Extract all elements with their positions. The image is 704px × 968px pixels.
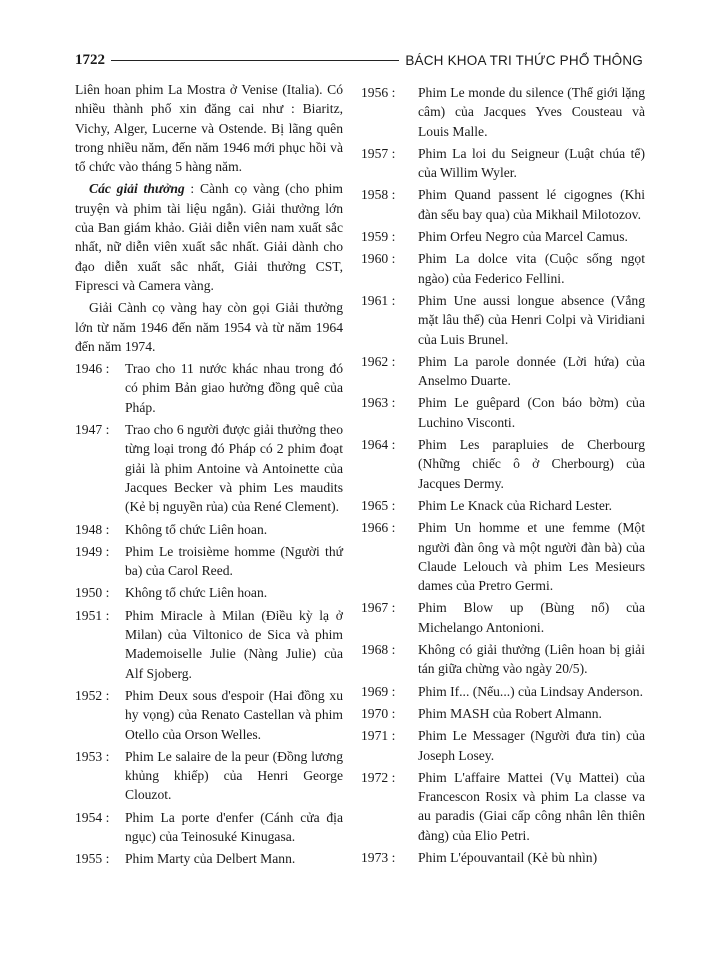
year-entry	[361, 496, 645, 515]
entry-year: 1965 :	[361, 497, 396, 513]
entry-year: 1946 :	[75, 361, 110, 377]
page-header	[75, 50, 643, 70]
year-entry	[75, 808, 343, 847]
year-entry	[361, 249, 645, 288]
year-entry	[361, 227, 645, 246]
year-entry	[75, 520, 343, 539]
book-title: BÁCH KHOA TRI THỨC PHỔ THÔNG	[405, 52, 643, 68]
entry-text: Phim Le monde du silence (Thế giới lặng câm) của Jacques Yves Cousteau và Louis Malle.	[418, 85, 645, 139]
entry-year: 1964 :	[361, 437, 396, 453]
entry-text: Phim Deux sous d'espoir (Hai đồng xu hy vọng) của Renato Castellan và phim Otello của Orson Welles.	[125, 687, 343, 742]
right-column	[361, 80, 645, 867]
year-entry	[361, 726, 645, 765]
entry-text: Trao cho 6 người được giải thưởng theo từng loại trong đó Pháp có 2 phim đoạt giải là phim Antoine và Antoinette của Jacques Becker và phim Les maudits (Kẻ bị nguyền rủa) của René Clement).	[125, 422, 343, 515]
year-entry	[361, 518, 645, 595]
year-entry	[361, 768, 645, 845]
year-entry	[75, 747, 343, 805]
entry-text: Phim Une aussi longue absence (Vắng mặt lâu thế) của Henri Colpi và Viridiani của Luis Brunel.	[418, 292, 645, 347]
year-entry	[75, 606, 343, 683]
left-column	[75, 80, 343, 869]
entry-year: 1957 :	[361, 145, 396, 161]
entry-year: 1973 :	[361, 849, 396, 865]
prizes-title: Các giải thưởng	[89, 181, 185, 197]
year-entry	[361, 144, 645, 183]
year-entry	[361, 682, 645, 701]
year-entry	[361, 352, 645, 391]
entry-year: 1947 :	[75, 422, 110, 438]
entry-year: 1960 :	[361, 251, 396, 267]
palm-note-paragraph: Giải Cành cọ vàng hay còn gọi Giải thưởng lớn từ năm 1946 đến năm 1954 và từ năm 1964 đến năm 1974.	[75, 300, 343, 354]
entry-year: 1958 :	[361, 187, 396, 203]
year-entry	[75, 849, 343, 868]
entry-year: 1966 :	[361, 520, 396, 536]
entry-year: 1972 :	[361, 769, 396, 785]
entry-text: Phim La porte d'enfer (Cánh cửa địa ngục) của Teinosuké Kinugasa.	[125, 809, 343, 844]
year-entry	[361, 393, 645, 432]
entry-text: Phim Le guêpard (Con báo bờm) của Luchino Visconti.	[418, 395, 645, 430]
entry-text: Phim Un homme et une femme (Một người đàn ông và một người đàn bà) của Claude Lelouch và phim Les Mesieurs dames của Pretro Germi.	[418, 520, 645, 594]
entry-text: Không tổ chức Liên hoan.	[125, 585, 268, 601]
year-entry	[361, 598, 645, 637]
year-entry	[75, 583, 343, 602]
entry-text: Phim L'épouvantail (Kẻ bù nhìn)	[418, 849, 598, 865]
entry-text: Phim Miracle à Milan (Điều kỳ lạ ở Milan) của Viltonico de Sica và phim Mademoiselle Julie (Nàng Julie) của Alf Sjoberg.	[125, 607, 343, 681]
entry-year: 1968 :	[361, 642, 396, 658]
intro-paragraph: Liên hoan phim La Mostra ở Venise (Italia). Có nhiều thành phố xin đăng cai như : Biaritz, Vichy, Alger, Lucerne và Ostende. Bị lãng quên trong nhiều năm, đến năm 1946 mới phục hồi và tổ chức vào tháng 5 hàng năm.	[75, 82, 343, 175]
entry-year: 1952 :	[75, 687, 110, 703]
entry-text: Phim Le troisième homme (Người thứ ba) của Carol Reed.	[125, 543, 343, 579]
entry-text: Phim L'affaire Mattei (Vụ Mattei) của Francescon Rosix và phim La classe va au paradis (Giai cấp công nhân lên thiên đàng) của Elio Petri.	[418, 769, 645, 843]
year-entry	[361, 185, 645, 224]
prizes-text: : Cành cọ vàng (cho phim truyện và phim tài liệu ngắn). Giải thưởng lớn của Ban giám khảo. Giải diễn viên nam xuất sắc nhất, nữ diễn viên xuất sắc nhất. Giải dành cho đạo diễn xuất sắc nhất, Giải thưởng CST, Fipresci và Camera vàng.	[75, 181, 343, 293]
entry-year: 1970 :	[361, 705, 396, 721]
entry-year: 1959 :	[361, 229, 396, 245]
entry-text: Phim Blow up (Bùng nổ) của Michelango Antonioni.	[418, 600, 645, 635]
entry-year: 1950 :	[75, 585, 110, 601]
header-rule	[111, 60, 399, 61]
entry-text: Phim Le Knack của Richard Lester.	[418, 497, 613, 513]
entry-year: 1969 :	[361, 683, 396, 699]
entry-text: Trao cho 11 nước khác nhau trong đó có phim Bản giao hưởng đồng quê của Pháp.	[125, 361, 343, 415]
entry-text: Không có giải thưởng (Liên hoan bị giải tán giữa chừng vào ngày 20/5).	[418, 642, 645, 677]
entry-year: 1953 :	[75, 748, 110, 764]
year-entry	[75, 542, 343, 581]
entry-text: Không tổ chức Liên hoan.	[125, 521, 268, 537]
entry-text: Phim Quand passent lé cigognes (Khi đàn sếu bay qua) của Mikhail Milotozov.	[418, 187, 645, 222]
entry-text: Phim MASH của Robert Almann.	[418, 705, 602, 721]
entry-text: Phim If... (Nếu...) của Lindsay Anderson.	[418, 683, 644, 699]
page-number: 1722	[75, 51, 105, 68]
year-entry	[75, 686, 343, 744]
entry-year: 1971 :	[361, 728, 396, 744]
year-entry	[75, 359, 343, 417]
left-entries-list	[75, 359, 343, 868]
prizes-paragraph	[75, 179, 343, 295]
right-entries-list	[361, 83, 645, 867]
year-entry	[361, 83, 645, 141]
entry-text: Phim Marty của Delbert Mann.	[125, 851, 296, 867]
entry-year: 1963 :	[361, 395, 396, 411]
year-entry	[361, 291, 645, 349]
entry-text: Phim Orfeu Negro của Marcel Camus.	[418, 229, 628, 245]
entry-text: Phim Le salaire de la peur (Đồng lương khủng khiếp) của Henri George Clouzot.	[125, 748, 343, 803]
entry-year: 1951 :	[75, 607, 110, 623]
year-entry	[361, 435, 645, 493]
year-entry	[361, 704, 645, 723]
entry-year: 1961 :	[361, 292, 396, 308]
entry-text: Phim La loi du Seigneur (Luật chúa tể) của Willim Wyler.	[418, 145, 645, 181]
year-entry	[361, 640, 645, 679]
entry-year: 1956 :	[361, 85, 396, 100]
year-entry	[361, 848, 645, 867]
entry-text: Phim Le Messager (Người đưa tin) của Joseph Losey.	[418, 728, 645, 763]
entry-text: Phim Les parapluies de Cherbourg (Những chiếc ô ở Cherbourg) của Jacques Dermy.	[418, 437, 645, 491]
entry-year: 1948 :	[75, 521, 110, 537]
entry-year: 1954 :	[75, 809, 110, 825]
entry-text: Phim La dolce vita (Cuộc sống ngọt ngào) của Federico Fellini.	[418, 251, 645, 286]
entry-year: 1962 :	[361, 353, 396, 369]
entry-year: 1955 :	[75, 851, 110, 867]
entry-year: 1949 :	[75, 543, 110, 559]
entry-year: 1967 :	[361, 600, 396, 616]
year-entry	[75, 420, 343, 516]
entry-text: Phim La parole donnée (Lời hứa) của Anselmo Duarte.	[418, 353, 645, 389]
